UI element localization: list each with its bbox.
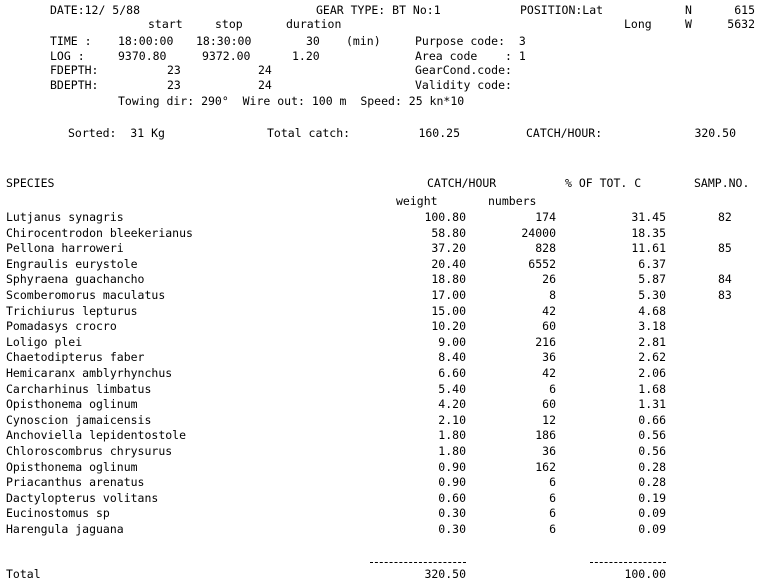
weight-value: 17.00	[431, 288, 466, 302]
catch-hour-label: CATCH/HOUR:	[526, 126, 603, 140]
numbers-value: 36	[542, 444, 556, 458]
species-name: Opisthonema oglinum	[6, 459, 138, 474]
percent-value: 0.66	[638, 412, 666, 427]
bdepth-label: BDEPTH:	[50, 78, 99, 92]
percent-value: 5.30	[638, 288, 666, 302]
numbers-value: 216	[535, 334, 556, 349]
species-name: Engraulis eurystole	[6, 256, 138, 271]
bdepth-start: 23	[167, 78, 181, 92]
weight-column-header: weight	[396, 194, 438, 208]
towing-line: Towing dir: 290° Wire out: 100 m Speed: 25 kn*10	[118, 94, 465, 108]
long-value: 5632	[727, 17, 755, 31]
total-catch-label: Total catch:	[267, 126, 351, 140]
species-name: Anchoviella lepidentostole	[6, 428, 187, 443]
weight-value: 58.80	[431, 225, 466, 240]
percent-value: 4.68	[638, 303, 666, 318]
sample-number: 85	[718, 241, 732, 256]
percent-value: 6.37	[638, 256, 666, 271]
log-start: 9370.80	[118, 49, 167, 63]
weight-value: 0.60	[438, 490, 466, 505]
species-name: Sphyraena guachancho	[6, 272, 145, 287]
sample-number: 83	[718, 288, 732, 302]
position-label: POSITION:Lat	[520, 3, 604, 17]
lat-direction: N	[685, 3, 692, 17]
percent-value: 18.35	[631, 225, 666, 240]
total-weight: 320.50	[424, 567, 466, 581]
weight-total-rule	[370, 562, 466, 563]
fdepth-label: FDEPTH:	[50, 63, 99, 77]
species-name: Dactylopterus volitans	[6, 490, 159, 505]
weight-value: 0.90	[438, 459, 466, 474]
weight-value: 18.80	[431, 272, 466, 287]
weight-value: 0.30	[438, 522, 466, 536]
species-name: Carcharhinus limbatus	[6, 381, 152, 396]
percent-value: 5.87	[638, 272, 666, 287]
species-name: Scomberomorus maculatus	[6, 288, 166, 302]
species-name: Chaetodipterus faber	[6, 350, 145, 365]
numbers-value: 162	[535, 459, 556, 474]
percent-total-rule	[590, 562, 666, 563]
numbers-value: 174	[535, 210, 556, 224]
percent-value: 1.31	[638, 397, 666, 412]
weight-value: 2.10	[438, 412, 466, 427]
weight-value: 4.20	[438, 397, 466, 412]
percent-value: 11.61	[631, 241, 666, 256]
fdepth-start: 23	[167, 63, 181, 77]
total-label: Total	[6, 567, 41, 581]
species-name: Pellona harroweri	[6, 241, 124, 256]
weight-value: 0.90	[438, 475, 466, 490]
numbers-value: 6	[549, 490, 556, 505]
weight-value: 1.80	[438, 444, 466, 458]
weight-value: 20.40	[431, 256, 466, 271]
species-name: Cynoscion jamaicensis	[6, 412, 152, 427]
species-name: Chirocentrodon bleekerianus	[6, 225, 193, 240]
numbers-value: 6	[549, 522, 556, 536]
weight-value: 8.40	[438, 350, 466, 365]
sorted-weight: Sorted: 31 Kg	[68, 126, 165, 140]
numbers-value: 8	[549, 288, 556, 302]
numbers-value: 60	[542, 319, 556, 334]
species-name: Eucinostomus sp	[6, 506, 110, 521]
time-label: TIME :	[50, 34, 92, 48]
lat-value: 615	[734, 3, 755, 17]
long-label: Long	[624, 17, 652, 31]
percent-value: 0.56	[638, 444, 666, 458]
purpose-code: Purpose code: 3	[415, 34, 526, 48]
species-name: Priacanthus arenatus	[6, 475, 145, 490]
time-unit: (min)	[346, 34, 381, 48]
percent-value: 31.45	[631, 210, 666, 224]
percent-value: 0.56	[638, 428, 666, 443]
date-label: DATE:12/ 5/88	[50, 3, 141, 17]
numbers-value: 186	[535, 428, 556, 443]
species-name: Trichiurus lepturus	[6, 303, 138, 318]
validity-code: Validity code:	[415, 78, 512, 92]
percent-value: 2.06	[638, 366, 666, 380]
species-name: Pomadasys crocro	[6, 319, 117, 334]
numbers-value: 42	[542, 366, 556, 380]
numbers-value: 42	[542, 303, 556, 318]
weight-value: 37.20	[431, 241, 466, 256]
percent-value: 2.62	[638, 350, 666, 365]
percent-value: 1.68	[638, 381, 666, 396]
weight-value: 15.00	[431, 303, 466, 318]
species-name: Loligo plei	[6, 334, 83, 349]
numbers-value: 6552	[528, 256, 556, 271]
numbers-value: 6	[549, 475, 556, 490]
bdepth-stop: 24	[258, 78, 272, 92]
log-duration: 1.20	[292, 49, 320, 63]
numbers-value: 6	[549, 381, 556, 396]
percent-value: 0.28	[638, 459, 666, 474]
log-label: LOG :	[50, 49, 85, 63]
numbers-value: 12	[542, 412, 556, 427]
weight-value: 9.00	[438, 334, 466, 349]
time-duration: 30	[306, 34, 320, 48]
catch-hour-column-header: CATCH/HOUR	[427, 176, 497, 190]
gearcond-code: GearCond.code:	[415, 63, 512, 77]
weight-value: 5.40	[438, 381, 466, 396]
fdepth-stop: 24	[258, 63, 272, 77]
col-start-label: start	[148, 17, 183, 31]
numbers-value: 60	[542, 397, 556, 412]
species-name: Hemicaranx amblyrhynchus	[6, 366, 173, 380]
weight-value: 100.80	[424, 210, 466, 224]
weight-value: 0.30	[438, 506, 466, 521]
species-name: Opisthonema oglinum	[6, 397, 138, 412]
total-percent: 100.00	[624, 567, 666, 581]
weight-value: 6.60	[438, 366, 466, 380]
percent-value: 0.19	[638, 490, 666, 505]
percent-value: 0.28	[638, 475, 666, 490]
long-direction: W	[685, 17, 692, 31]
numbers-column-header: numbers	[488, 194, 537, 208]
gear-type-label: GEAR TYPE: BT No:1	[316, 3, 441, 17]
weight-value: 1.80	[438, 428, 466, 443]
percent-value: 3.18	[638, 319, 666, 334]
numbers-value: 26	[542, 272, 556, 287]
numbers-value: 828	[535, 241, 556, 256]
time-start: 18:00:00	[118, 34, 174, 48]
species-name: Chloroscombrus chrysurus	[6, 444, 173, 458]
sample-column-header: SAMP.NO.	[694, 176, 750, 190]
log-stop: 9372.00	[202, 49, 251, 63]
numbers-value: 24000	[521, 225, 556, 240]
numbers-value: 36	[542, 350, 556, 365]
sample-number: 84	[718, 272, 732, 287]
percent-column-header: % OF TOT. C	[565, 176, 642, 190]
percent-value: 2.81	[638, 334, 666, 349]
catch-hour-value: 320.50	[694, 126, 736, 140]
numbers-value: 6	[549, 506, 556, 521]
area-code: Area code : 1	[415, 49, 526, 63]
total-catch-value: 160.25	[418, 126, 460, 140]
species-name: Lutjanus synagris	[6, 210, 124, 224]
time-stop: 18:30:00	[196, 34, 252, 48]
species-column-header: SPECIES	[6, 176, 55, 190]
weight-value: 10.20	[431, 319, 466, 334]
col-duration-label: duration	[286, 17, 342, 31]
percent-value: 0.09	[638, 506, 666, 521]
percent-value: 0.09	[638, 522, 666, 536]
species-name: Harengula jaguana	[6, 522, 124, 536]
col-stop-label: stop	[215, 17, 243, 31]
sample-number: 82	[718, 210, 732, 224]
